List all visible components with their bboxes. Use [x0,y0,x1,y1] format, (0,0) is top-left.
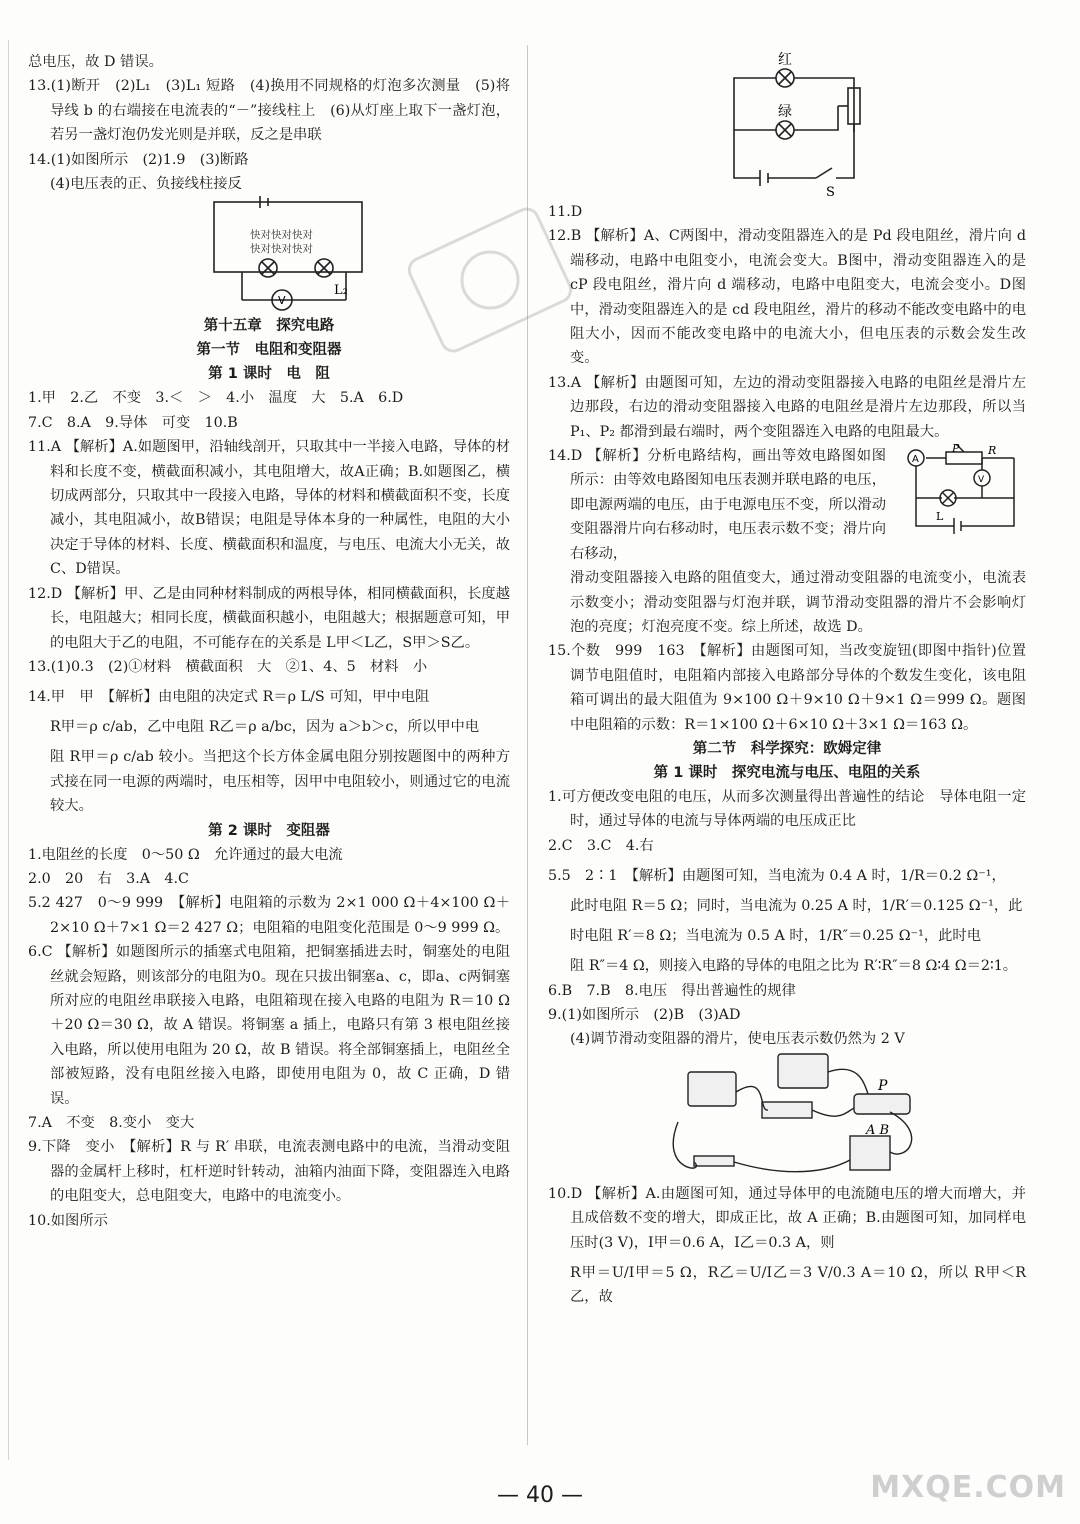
answer-c13: 13.A 【解析】由题图可知，左边的滑动变阻器接入电路的电阻丝是滑片左边那段，右边的滑动变阻器接入电路的电阻丝是滑片左边那段，所以当 P₁、P₂ 都滑到最右端时，两个变阻器连入电路的电阻最大。 [548,374,1031,440]
answer-11: 11.A 【解析】A.如题图甲，沿轴线剖开，只取其中一半接入电路，导体的材料和长度不变，横截面积减小，其电阻增大，故A正确；B.如题图乙，横切成两部分，只取其中一段接入电路，导体的材料和横截面积不变，长度减小，其电阻减小，故B错误；电阻是导体本身的一种属性，电阻的大小决定于导体的材料、长度、横截面积和温度，与电压、电流大小无关，故C、D错误。 [28,439,510,578]
right-column [548,50,1031,1315]
answer-b6: 6.C 【解析】如题图所示的插塞式电阻箱，把铜塞插进去时，铜塞处的电阻丝就会短路，则该部分的电阻为0。现在只拔出铜塞a、c，即a、c两铜塞所对应的电阻丝串联接入电路，电阻箱现在接入电路的电阻为 R＝10 Ω＋20 Ω＝30 Ω，故 A 错误。将铜塞 a 插上，电路只有第 3 根电阻丝接入电路，所以使用电阻为 20 Ω，故 B 错误。将全部铜塞插上，电阻丝全部被短路，没有电阻丝接入电路，即使用电阻为 0，故 C 正确，D 错误。 [28,944,510,1107]
fig-l2-label: L₂ [334,283,348,299]
answer-14b-line2: R甲＝ρ c/ab，乙中电阻 R乙＝ρ a/bc，因为 a＞b＞c，所以甲中电 [50,719,480,736]
answer-14b-line1: 14.甲 甲 【解析】由电阻的决定式 R＝ρ L/S 可知，甲中电阻 [28,689,430,706]
fig-stamp-text-2: 快对快对快对 [250,243,313,256]
fig2-l-label: L [936,510,944,524]
lesson-title-1: 第 1 课时 电 阻 [208,366,330,383]
answer-14b-line3: 阻 R甲＝ρ c/ab 较小。当把这个长方体金属电阻分别按题图中的两种方式接在同一电源的两端时，电压相等，因甲中电阻较小，则通过它的电流较大。 [50,749,510,815]
answer-b2: 2.0 20 右 3.A 4.C [28,870,189,887]
fig-red-label: 红 [778,52,792,68]
answer-d10: 10.D 【解析】A.由题图可知，通过导体甲的电流随电压的增大而增大，并且成倍数不变的增大，即成正比，故 A 正确；B.由题图可知，加同样电压时(3 V)，I甲＝0.6 A，I乙＝0.3 A，则 [548,1185,1026,1251]
fig-stamp-text-1: 快对快对快对 [250,229,313,242]
fig-green-label: 绿 [778,104,792,120]
fig-s-label: S [826,185,835,200]
page-number: — 40 — [497,1483,583,1508]
answer-b7: 7.A 不变 8.变小 变大 [28,1115,195,1131]
answer-d6: 6.B 7.B 8.电压 得出普遍性的规律 [548,982,796,999]
circuit-diagram-equivalent [896,444,1026,554]
section-title: 第一节 电阻和变阻器 [196,342,342,359]
answer-d5-line3: 时电阻 R′＝8 Ω；当电流为 0.5 A 时，1/R″＝0.25 Ω⁻¹，此时电 [570,928,982,945]
answer-13: 13.(1)断开 (2)L₁ (3)L₁ 短路 (4)换用不同规格的灯泡多次测量 (5)将导线 b 的右端接在电流表的“－”接线柱上 (6)从灯座上取下一盏灯泡，若另一盏灯泡仍发光则是并联，反之是串联 [28,78,510,144]
site-watermark: MXQE.COM [870,1470,1066,1505]
fig3-ab-label: A B [866,1122,890,1138]
section-2-title: 第二节 科学探究：欧姆定律 [692,740,882,757]
stamp-watermark-logo [390,200,590,360]
answer-d9-part1: 9.(1)如图所示 (2)B (3)AD [548,1006,741,1023]
answer-d1: 1.可方便改变电阻的电压，从而多次测量得出普遍性的结论 导体电阻一定时，通过导体的电流与导体两端的电压成正比 [548,788,1026,830]
fig2-p-label: P [952,444,960,456]
experiment-apparatus-figure [548,1052,1026,1182]
answer-d10-formula: R甲＝U/I甲＝5 Ω，R乙＝U/I乙＝3 V/0.3 A＝10 Ω，所以 R甲＜R乙，故 [570,1265,1026,1305]
lesson-2-1-title: 第 1 课时 探究电流与电压、电阻的关系 [653,764,921,781]
answer-d5-line1: 5.5 2∶1 【解析】由题图可知，当电流为 0.4 A 时，1/R＝0.2 Ω⁻¹， [548,868,1006,885]
fig2-v-label: V [978,475,985,486]
answer-c11: 11.D [548,204,583,220]
answer-c12: 12.B 【解析】A、C两图中，滑动变阻器连入的是 Pd 段电阻丝，滑片向 d 端移动，电路中电阻变小，电流会变大。B图中，滑动变阻器连入的是 cP 段电阻丝，滑片向 d 端移动，电路中电阻变大，电流会变小。D图中，滑动变阻器连入的是 cd 段电阻丝，滑片的移动不能改变电路中的电阻大小，因而不能改变电路中的电流大小，但电压表的示数会发生改变。 [548,228,1031,367]
answer-13b: 13.(1)0.3 (2)①材料 横截面积 大 ②1、4、5 材料 小 [28,658,428,675]
answer-intro: 总电压，故 D 错误。 [28,54,163,70]
answer-14-part1: 14.(1)如图所示 (2)1.9 (3)断路 [28,151,249,168]
answer-b9: 9.下降 变小 【解析】R 与 R′ 串联，电流表测电路中的电流，当滑动变阻器的金属杆上移时，杠杆逆时针转动，油箱内油面下降，变阻器连入电路的电阻变大，总电阻变大，电路中的电流变小。 [28,1139,510,1205]
answer-b1: 1.电阻丝的长度 0～50 Ω 允许通过的最大电流 [28,846,343,863]
fig-v-label: V [278,294,286,308]
answer-c14-block [548,444,1026,566]
fig2-a-label: A [912,454,919,466]
answer-12: 12.D 【解析】甲、乙是由同种材料制成的两根导体，相同横截面积，长度越长，电阻越大；相同长度，横截面积越小，电阻越大；根据题意可知，甲的电阻大于乙的电阻，不可能存在的关系是 L甲＜L乙，S甲＞S乙。 [28,585,510,651]
answer-b5: 5.2 427 0～9 999 【解析】电阻箱的示数为 2×1 000 Ω＋4×100 Ω＋2×10 Ω＋7×1 Ω＝2 427 Ω；电阻箱的电阻变化范围是 0～9 999 Ω。 [28,895,510,936]
answer-c14-part1: 14.D 【解析】分析电路结构，画出等效电路图如图所示：由等效电路图知电压表测并联电路的电压，即电源两端的电压，由于电源电压不变，所以滑动变阻器滑片向右移动时，电压表示数不变；滑片向右移动， [548,448,886,562]
answer-c15: 15.个数 999 163 【解析】由题图可知，当改变旋钮(即图中指针)位置调节电阻值时，电阻箱内部接入电路部分导体的个数发生变化，该电阻箱可调出的最大阻值为 9×100 Ω＋9×10 Ω＋9×1 Ω＝999 Ω。题图中电阻箱的示数：R＝1×100 Ω＋6×10 Ω＋3×1 Ω＝163 Ω。 [548,643,1026,733]
circuit-diagram-red-green [548,50,1026,200]
fig3-p-label: P [878,1077,888,1094]
answer-14-part2: (4)电压表的正、负接线柱接反 [50,176,242,193]
answer-d9-part2: (4)调节滑动变阻器的滑片，使电压表示数仍然为 2 V [570,1031,905,1048]
answer-d5-line4: 阻 R″＝4 Ω，则接入电路的导体的电阻之比为 R′∶R″＝8 Ω∶4 Ω＝2∶1。 [570,958,1018,975]
answer-d5-line2: 此时电阻 R＝5 Ω；同时，当电流为 0.25 A 时，1/R′＝0.125 Ω⁻¹，此 [570,898,1023,915]
answer-c14-part2: 滑动变阻器接入电路的阻值变大，通过滑动变阻器的电流变小，电流表示数变小；滑动变阻器与灯泡并联，调节滑动变阻器的滑片不会影响灯泡的亮度；灯泡亮度不变。综上所述，故选 D。 [570,570,1026,635]
lesson-title-2: 第 2 课时 变阻器 [208,822,330,839]
page-edge-line [8,40,9,1460]
answers-1-6: 1.甲 2.乙 不变 3.＜ ＞ 4.小 温度 大 5.A 6.D [28,390,404,407]
answer-b10: 10.如图所示 [28,1212,108,1229]
answer-d2: 2.C 3.C 4.右 [548,837,654,854]
fig2-r-label: R [988,444,997,458]
answers-7-10: 7.C 8.A 9.导体 可变 10.B [28,414,238,431]
chapter-title: 第十五章 探究电路 [203,318,335,335]
